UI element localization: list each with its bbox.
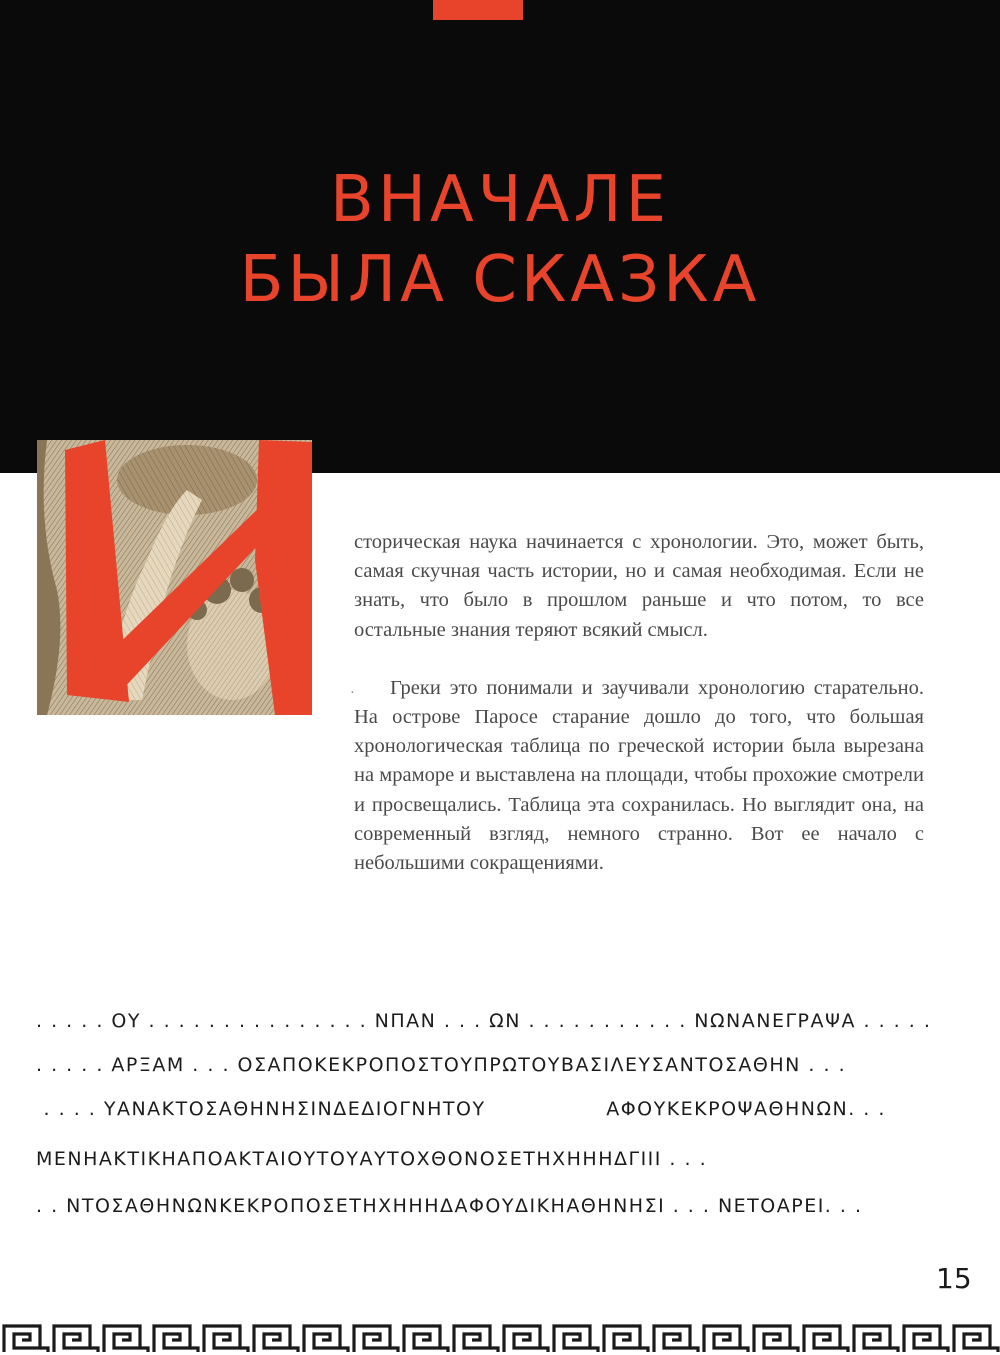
chapter-title-line-2: БЫЛА СКАЗКА — [239, 243, 761, 317]
page-number: 15 — [936, 1262, 972, 1295]
paragraph-1: сторическая наука начинается с хронологии. Это, может быть, самая скучная часть истории, но и самая необходимая. Если не знать, что было в прошлом раньше и что потом, то все остальные знания теряют всякий смысл. — [354, 531, 924, 641]
inscription-line-3: . . . . ΥΑΝΑΚΤΟΣΑΘΗΝΗΣΙΝΔΕΔΙΟΓΝΗΤΟΥ ΑΦΟΥΚΕΚΡΟΨΑΘΗΝΩΝ. . . — [36, 1098, 886, 1120]
red-tab-marker — [433, 0, 523, 20]
article-body — [354, 528, 924, 878]
chapter-title-line-1: ВНАЧАЛЕ — [329, 163, 671, 237]
paragraph-2: Греки это понимали и заучивали хронологию старательно. На острове Паросе старание дошло до того, что большая хронологическая таблица по греческой истории была вырезана на мраморе и выставлена на площади, чтобы прохожие смотрели и просвещались. Таблица эта сохранилась. Но выглядит она, на современный взгляд, немного странно. Вот ее начало с небольшими сокращениями. — [354, 676, 924, 875]
drop-cap-illustration — [37, 440, 312, 715]
inscription-line-1: . . . . . ΟΥ . . . . . . . . . . . . . . . ΝΠΑΝ . . . ΩΝ . . . . . . . . . . . ΝΩΝΑΝΕΓΡΑΨΑ . . . . . — [36, 1010, 932, 1032]
chapter-title — [0, 160, 1000, 320]
inscription-line-2: . . . . . ΑΡΞΑΜ . . . ΟΣΑΠΟΚΕΚΡΟΠΟΣΤΟΥΠΡΩΤΟΥΒΑΣΙΛΕΥΣΑΝΤΟΣΑΘΗΝ . . . — [36, 1054, 847, 1076]
greek-meander-border — [0, 1320, 1000, 1355]
engraving-illustration — [37, 440, 312, 715]
inscription-line-4: ΜΕΝΗΑΚΤΙΚΗΑΠΟΑΚΤΑΙΟΥΤΟΥΑΥΤΟΧΘΟΝΟΣΕΤΗΧΗΗΗΔΓΙΙΙ . . . — [36, 1148, 708, 1170]
stray-mark: · — [350, 686, 355, 701]
inscription-line-5: . . ΝΤΟΣΑΘΗΝΩΝΚΕΚΡΟΠΟΣΕΤΗΧΗΗΗΔΑΦΟΥΔΙΚΗΑΘΗΝΗΣΙ . . . ΝΕΤΟΑΡΕΙ. . . — [36, 1195, 863, 1217]
